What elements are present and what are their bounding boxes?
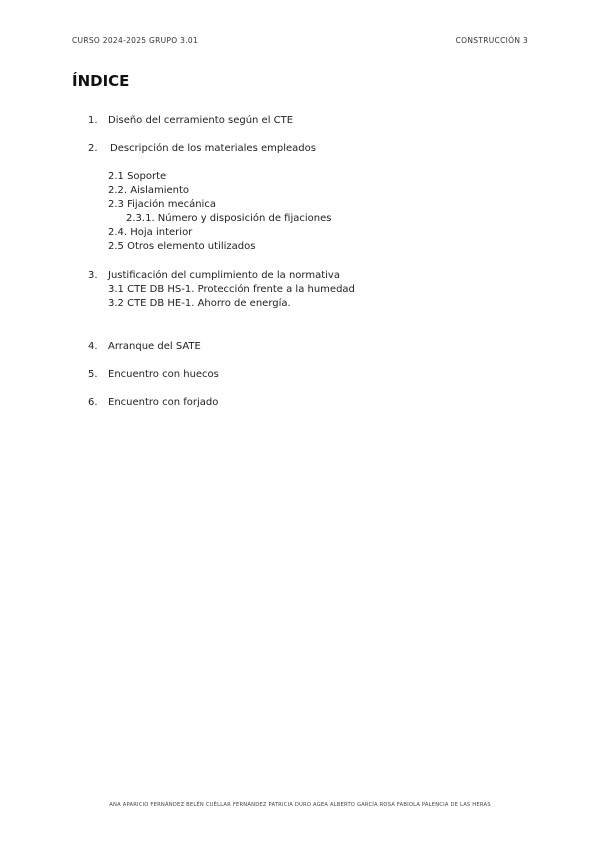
toc-item-6: Encuentro con forjado (108, 397, 219, 408)
toc-item-1-number: 1. (88, 115, 98, 126)
toc-item-4-number: 4. (88, 341, 98, 352)
toc-subitem-2-1: 2.1 Soporte (108, 171, 167, 182)
toc-item-3-number: 3. (88, 270, 98, 281)
toc-subitem-2-3: 2.3 Fijación mecánica (108, 199, 216, 210)
toc-subitem-2-5: 2.5 Otros elemento utilizados (108, 241, 256, 252)
toc-item-2-number: 2. (88, 143, 98, 154)
toc-item-5-number: 5. (88, 369, 98, 380)
subject-header: CONSTRUCCIÓN 3 (455, 36, 528, 45)
toc-subitem-3-1: 3.1 CTE DB HS-1. Protección frente a la humedad (108, 284, 355, 295)
toc-item-6-number: 6. (88, 397, 98, 408)
page-title: ÍNDICE (72, 72, 130, 90)
toc-item-2: Descripción de los materiales empleados (110, 143, 316, 154)
toc-subitem-2-4: 2.4. Hoja interior (108, 227, 193, 238)
toc-item-3: Justificación del cumplimiento de la normativa (108, 270, 340, 281)
course-header: CURSO 2024-2025 GRUPO 3.01 (72, 36, 199, 45)
toc-item-4: Arranque del SATE (108, 341, 201, 352)
toc-subitem-3-2: 3.2 CTE DB HE-1. Ahorro de energía. (108, 298, 291, 309)
toc-item-1: Diseño del cerramiento según el CTE (108, 115, 294, 126)
toc-item-5: Encuentro con huecos (108, 369, 219, 380)
authors-footer: ANA APARICIO FERNÁNDEZ BELÉN CUÉLLAR FERNÁNDEZ PATRICIA DURO AGEA ALBERTO GARCÍA ROSA FABIOLA PALENCIA DE LAS HERAS (109, 802, 491, 808)
toc-subitem-2-2: 2.2. Aislamiento (108, 185, 190, 196)
toc-subitem-2-3-1: 2.3.1. Número y disposición de fijaciones (126, 213, 332, 224)
